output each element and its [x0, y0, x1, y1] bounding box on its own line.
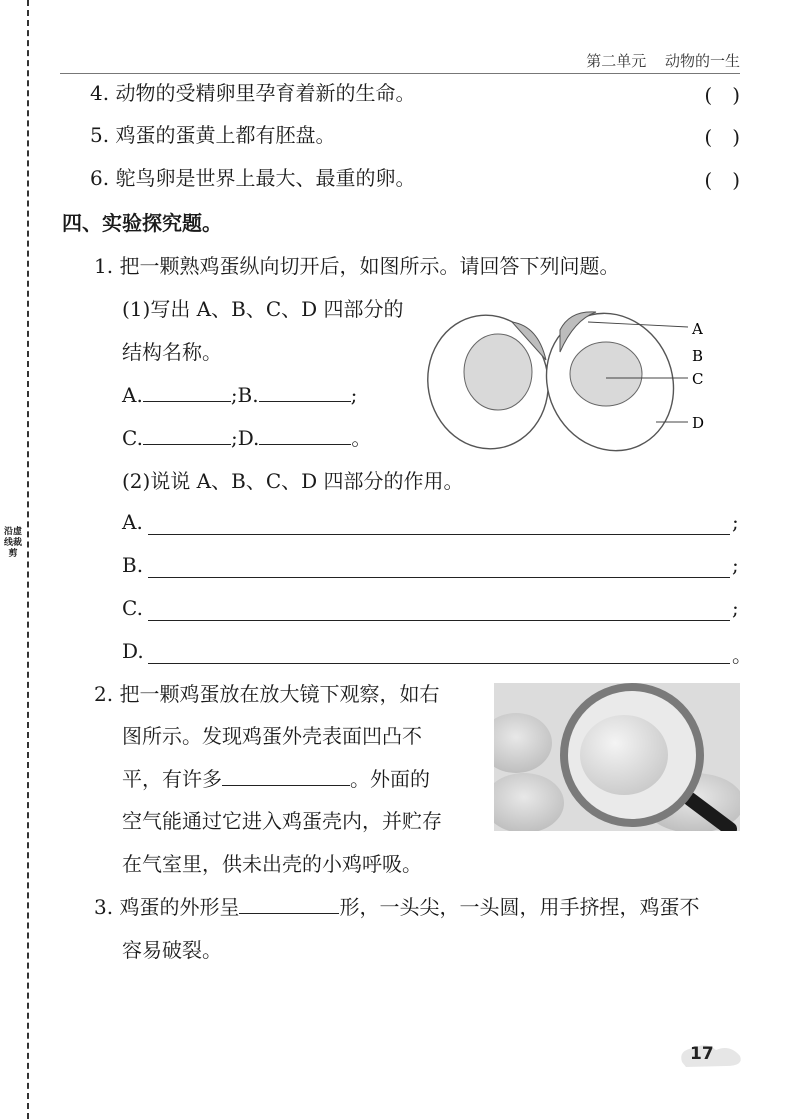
yolk-left	[464, 334, 532, 410]
answer-a-input[interactable]	[148, 534, 730, 535]
cut-dashed-line	[27, 0, 29, 1119]
q2-line3-pre: 平，有许多	[122, 767, 222, 791]
answer-a-label: A.	[122, 510, 143, 534]
q1-sub1-line1: (1)写出 A、B、C、D 四部分的	[122, 297, 404, 321]
tf-text: 动物的受精卵里孕育着新的生命。	[115, 81, 416, 105]
q2-line2: 图所示。发现鸡蛋外壳表面凹凸不	[122, 724, 422, 748]
header-title: 动物的一生	[664, 52, 740, 70]
blank-d-label: ;D.	[230, 426, 260, 450]
q2-line5: 在气室里，供未出壳的小鸡呼吸。	[122, 852, 422, 876]
blank-a-input[interactable]	[143, 400, 231, 402]
answer-d-input[interactable]	[148, 663, 730, 664]
figure-label-b: B	[692, 347, 704, 365]
answer-c-label: C.	[122, 596, 143, 620]
blank-d-input[interactable]	[259, 443, 351, 445]
tf-paren-6: ( )	[704, 168, 740, 192]
q2-line4: 空气能通过它进入鸡蛋壳内，并贮存	[122, 809, 442, 833]
q3-line1-pre: 鸡蛋的外形呈	[119, 895, 240, 919]
answer-d-end: 。	[732, 643, 752, 667]
page-number: 17	[690, 1044, 714, 1064]
q2-num: 2.	[94, 682, 114, 706]
header-unit: 第二单元	[586, 52, 647, 70]
tf-num: 5.	[90, 123, 110, 147]
cut-label: 沿虚线裁剪	[4, 527, 23, 559]
q1-sub2: (2)说说 A、B、C、D 四部分的作用。	[122, 469, 464, 493]
q3-num: 3.	[94, 895, 114, 919]
tf-paren-5: ( )	[704, 125, 740, 149]
figure-label-c: C	[692, 370, 704, 388]
q3-line2: 容易破裂。	[122, 938, 222, 962]
q1-stem	[94, 252, 619, 280]
answer-b-input[interactable]	[148, 577, 730, 578]
q3-line1	[94, 893, 699, 921]
q2-line3-post: 。外面的	[350, 767, 430, 791]
yolk-right	[570, 342, 642, 406]
answer-b-label: B.	[122, 553, 144, 577]
magnified-egg	[580, 715, 668, 795]
q1-sub1-line2: 结构名称。	[122, 340, 222, 364]
answer-b-end: ;	[732, 553, 739, 577]
q3-line1-post: 形，一头尖，一头圆，用手挤捏，鸡蛋不	[339, 895, 700, 919]
answer-c-end: ;	[732, 596, 739, 620]
magnifier-photo	[494, 683, 740, 831]
blank-b-label: ;B.	[230, 383, 259, 407]
q1-blank-row-cd	[122, 424, 371, 452]
tf-text: 鸵鸟卵是世界上最大、最重的卵。	[115, 166, 416, 190]
q3-blank-input[interactable]	[239, 912, 339, 914]
answer-d-label: D.	[122, 639, 144, 663]
answer-a-end: ;	[732, 510, 739, 534]
tf-item-6	[90, 164, 415, 192]
page-header	[60, 50, 740, 74]
egg-cross-section-figure	[420, 300, 720, 460]
blank-c-label: C.	[122, 426, 143, 450]
blank-c-input[interactable]	[143, 443, 231, 445]
q2-line1	[94, 680, 439, 708]
q2-line1-text: 把一颗鸡蛋放在放大镜下观察，如右	[119, 682, 440, 706]
q1-blank-row-ab	[122, 381, 357, 409]
blank-a-label: A.	[122, 383, 143, 407]
q2-blank-input[interactable]	[222, 784, 350, 786]
section-title: 四、实验探究题。	[62, 211, 222, 235]
answer-c-input[interactable]	[148, 620, 730, 621]
tf-num: 6.	[90, 166, 110, 190]
tf-text: 鸡蛋的蛋黄上都有胚盘。	[115, 123, 336, 147]
q2-line3	[122, 765, 430, 793]
blank-d-end: 。	[351, 426, 372, 450]
figure-label-a: A	[692, 320, 703, 338]
q1-num: 1.	[94, 254, 114, 278]
blank-b-input[interactable]	[259, 400, 351, 402]
tf-num: 4.	[90, 81, 110, 105]
figure-label-d: D	[692, 414, 705, 432]
tf-item-5	[90, 121, 335, 149]
tf-paren-4: ( )	[704, 83, 740, 107]
blank-b-end: ;	[350, 383, 358, 407]
tf-item-4	[90, 79, 415, 107]
q1-stem-text: 把一颗熟鸡蛋纵向切开后，如图所示。请回答下列问题。	[119, 254, 620, 278]
